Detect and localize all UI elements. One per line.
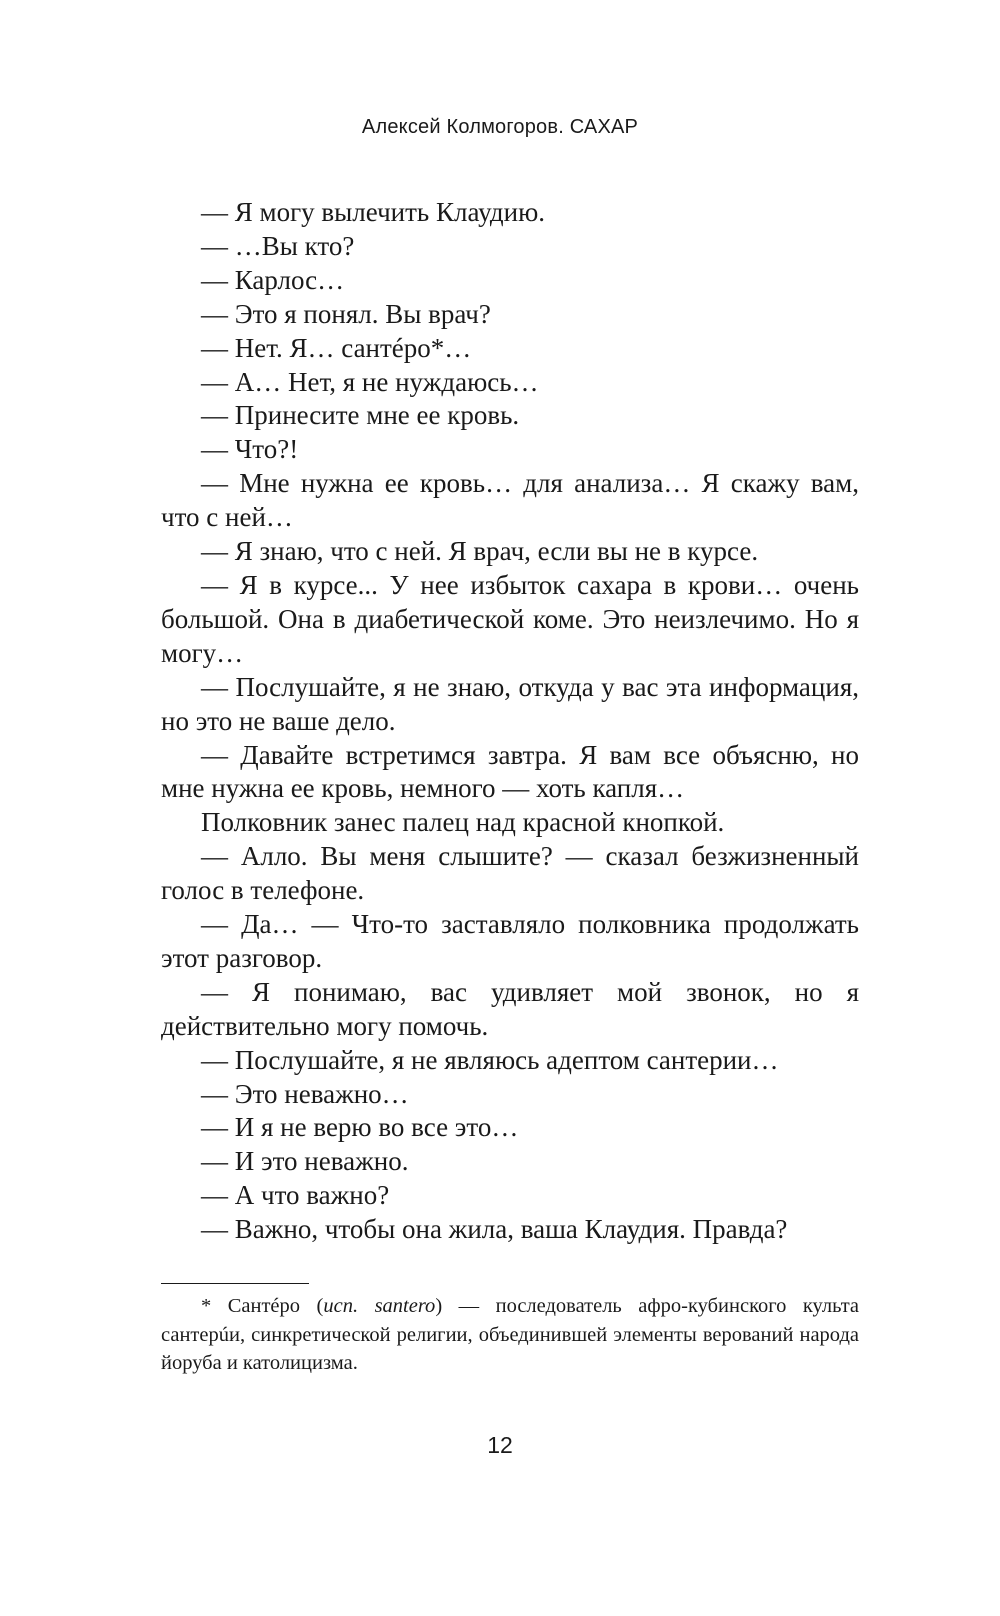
footnote-divider (161, 1283, 309, 1284)
footnote-definition: ) — последователь афро-кубинского культа сантерúи, синкретической религии, объединившей элементы верований народа йоруба и католицизма. (161, 1295, 860, 1374)
paragraph: Полковник занес палец над красной кнопкой. (201, 807, 725, 838)
paragraph: — И это неважно. (201, 1146, 409, 1177)
footnote-open-paren: ( (300, 1295, 324, 1317)
paragraph: — Это неважно… (201, 1078, 409, 1109)
paragraph: — Важно, чтобы она жила, ваша Клаудия. Правда? (201, 1214, 788, 1245)
paragraph: — Я понимаю, вас удивляет мой звонок, но я действительно могу помочь. (161, 976, 859, 1041)
paragraph: — Я в курсе... У нее избыток сахара в крови… очень большой. Она в диабетической коме. Это неизлечимо. Но я могу… (161, 569, 859, 668)
paragraph: — Карлос… (201, 264, 345, 295)
paragraph: — Что?! (201, 434, 299, 465)
paragraph: — И я не верю во все это… (201, 1112, 519, 1143)
footnote-language-note: исп. santero (323, 1295, 436, 1317)
paragraph: — Нет. Я… сантéро*… (201, 332, 472, 363)
paragraph: — Принесите мне ее кровь. (201, 400, 520, 431)
paragraph: — Это я понял. Вы врач? (201, 298, 491, 329)
footnote-term: Сантéро (227, 1295, 301, 1317)
paragraph: — А что важно? (201, 1180, 390, 1211)
paragraph: — …Вы кто? (201, 230, 355, 261)
body-text (161, 196, 859, 1247)
paragraph: — Послушайте, я не знаю, откуда у вас эта информация, но это не ваше дело. (161, 671, 859, 736)
paragraph: — А… Нет, я не нуждаюсь… (201, 366, 539, 397)
paragraph: — Да… — Что-то заставляло полковника продолжать этот разговор. (161, 909, 859, 973)
running-head: Алексей Колмогоров. САХАР (361, 116, 639, 138)
footnote (161, 1292, 859, 1378)
page-number: 12 (487, 1432, 513, 1458)
paragraph: — Я могу вылечить Клаудию. (201, 197, 545, 227)
paragraph: — Давайте встретимся завтра. Я вам все объясню, но мне нужна ее кровь, немного — хоть капля… (161, 739, 859, 804)
paragraph: — Послушайте, я не являюсь адептом сантерии… (201, 1044, 779, 1075)
paragraph: — Я знаю, что с ней. Я врач, если вы не в курсе. (201, 536, 759, 567)
footnote-text (161, 1292, 859, 1378)
paragraph: — Алло. Вы меня слышите? — сказал безжизненный голос в телефоне. (161, 841, 859, 906)
paragraph: — Мне нужна ее кровь… для анализа… Я скажу вам, что с ней… (161, 468, 859, 533)
footnote-marker: * (201, 1295, 212, 1317)
